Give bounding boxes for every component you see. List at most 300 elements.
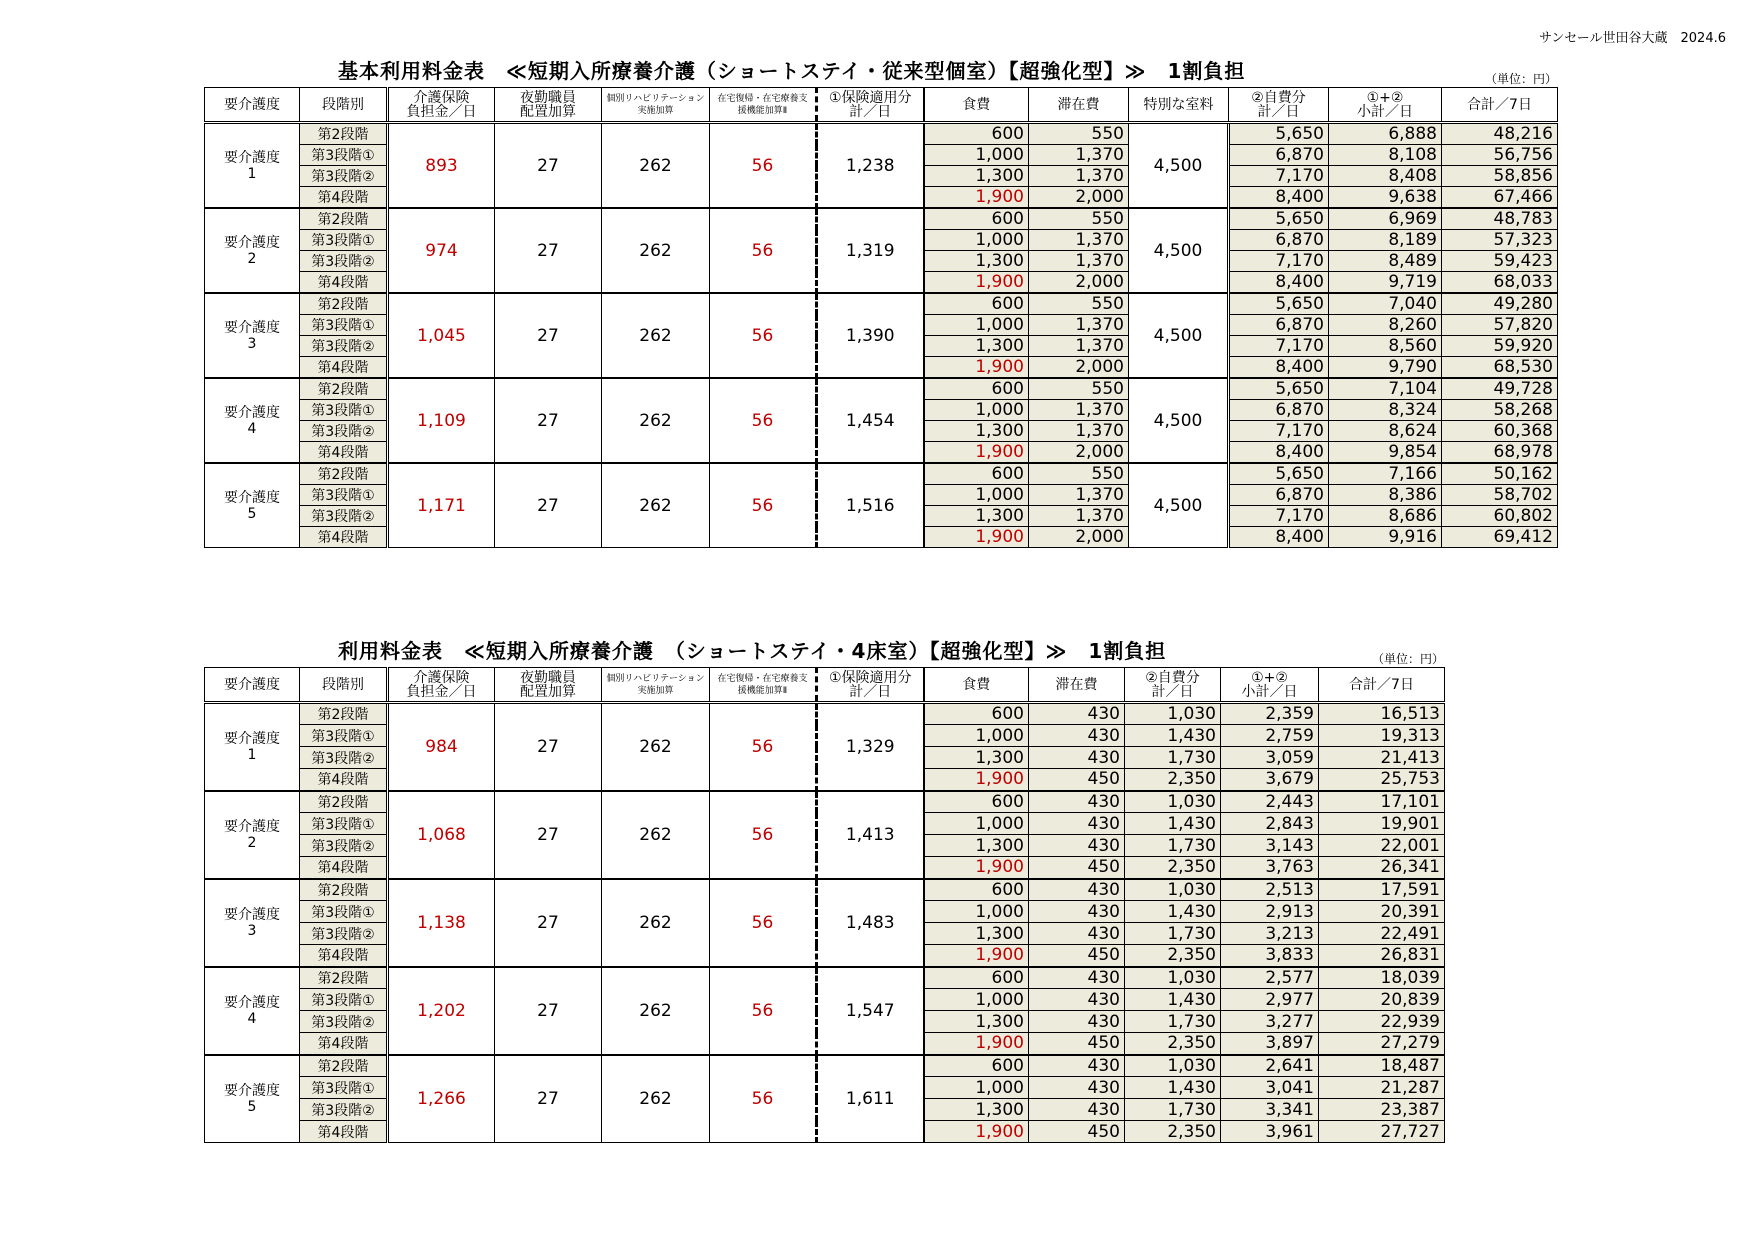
self-pay-cell: 1,730 [1125, 1099, 1221, 1121]
stage-cell: 第3段階② [300, 835, 388, 857]
weekly-total-cell: 69,412 [1442, 527, 1558, 548]
weekly-total-cell: 48,783 [1442, 208, 1558, 230]
weekly-total-cell: 23,387 [1319, 1099, 1445, 1121]
food-cost-cell: 1,000 [924, 315, 1029, 336]
stay-cost-cell: 2,000 [1029, 357, 1129, 379]
weekly-total-cell: 22,491 [1319, 923, 1445, 945]
stay-cost-cell: 450 [1029, 1121, 1125, 1143]
stay-cost-cell: 2,000 [1029, 442, 1129, 464]
stage-cell: 第3段階① [300, 400, 388, 421]
daily-subtotal-cell: 2,913 [1221, 901, 1319, 923]
daily-subtotal-cell: 3,059 [1221, 747, 1319, 769]
care-level-cell: 要介護度 1 [205, 123, 300, 209]
food-cost-cell: 1,300 [924, 923, 1029, 945]
weekly-total-cell: 56,756 [1442, 145, 1558, 166]
food-cost-cell: 1,900 [924, 1121, 1029, 1143]
column-header: 在宅復帰・在宅療養支 援機能加算Ⅱ [710, 668, 817, 703]
home-return-cell: 56 [710, 967, 817, 1055]
daily-subtotal-cell: 2,359 [1221, 703, 1319, 725]
daily-subtotal-cell: 3,763 [1221, 857, 1319, 879]
food-cost-cell: 1,300 [924, 835, 1029, 857]
table1-unit: （単位：円） [1485, 72, 1558, 86]
stay-cost-cell: 430 [1029, 1099, 1125, 1121]
food-cost-cell: 1,000 [924, 1077, 1029, 1099]
insurance-share-cell: 1,109 [388, 378, 495, 463]
self-pay-cell: 1,430 [1125, 725, 1221, 747]
night-staff-cell: 27 [495, 791, 602, 879]
care-level-cell: 要介護度 4 [205, 967, 300, 1055]
insurance-share-cell: 1,138 [388, 879, 495, 967]
column-header: 特別な室料 [1129, 88, 1229, 123]
food-cost-cell: 1,900 [924, 769, 1029, 791]
food-cost-cell: 1,300 [924, 1099, 1029, 1121]
insurance-share-cell: 1,045 [388, 293, 495, 378]
self-pay-cell: 2,350 [1125, 1121, 1221, 1143]
column-header: 滞在費 [1029, 668, 1125, 703]
daily-subtotal-cell: 7,104 [1329, 378, 1442, 400]
daily-subtotal-cell: 3,143 [1221, 835, 1319, 857]
insurance-share-cell: 1,202 [388, 967, 495, 1055]
food-cost-cell: 600 [924, 208, 1029, 230]
stay-cost-cell: 430 [1029, 725, 1125, 747]
special-room-cell: 4,500 [1129, 293, 1229, 378]
self-pay-cell: 1,430 [1125, 901, 1221, 923]
stay-cost-cell: 450 [1029, 1033, 1125, 1055]
care-level-cell: 要介護度 2 [205, 791, 300, 879]
insurance-share-cell: 1,171 [388, 463, 495, 548]
stage-cell: 第3段階① [300, 1077, 388, 1099]
daily-subtotal-cell: 6,969 [1329, 208, 1442, 230]
table1-title: 基本利用料金表 ≪短期入所療養介護（ショートステイ・従来型個室）【超強化型】≫ 1割負担 [338, 59, 1246, 83]
weekly-total-cell: 18,487 [1319, 1055, 1445, 1077]
night-staff-cell: 27 [495, 703, 602, 791]
column-header: 夜勤職員 配置加算 [495, 88, 602, 123]
stage-cell: 第4段階 [300, 1121, 388, 1143]
table2-unit: （単位：円） [1372, 652, 1445, 666]
stay-cost-cell: 1,370 [1029, 145, 1129, 166]
column-header: ①保険適用分 計／日 [817, 668, 924, 703]
rehab-cell: 262 [602, 791, 710, 879]
self-pay-cell: 1,730 [1125, 1011, 1221, 1033]
daily-subtotal-cell: 8,489 [1329, 251, 1442, 272]
stage-cell: 第3段階② [300, 1011, 388, 1033]
food-cost-cell: 1,900 [924, 272, 1029, 294]
self-pay-cell: 2,350 [1125, 769, 1221, 791]
weekly-total-cell: 27,279 [1319, 1033, 1445, 1055]
daily-subtotal-cell: 9,638 [1329, 187, 1442, 209]
food-cost-cell: 1,900 [924, 857, 1029, 879]
weekly-total-cell: 16,513 [1319, 703, 1445, 725]
food-cost-cell: 1,000 [924, 230, 1029, 251]
weekly-total-cell: 25,753 [1319, 769, 1445, 791]
stage-cell: 第2段階 [300, 463, 388, 485]
food-cost-cell: 1,900 [924, 945, 1029, 967]
daily-subtotal-cell: 3,041 [1221, 1077, 1319, 1099]
self-pay-cell: 1,430 [1125, 989, 1221, 1011]
insured-subtotal-cell: 1,547 [817, 967, 924, 1055]
stay-cost-cell: 1,370 [1029, 336, 1129, 357]
self-pay-cell: 8,400 [1229, 527, 1329, 548]
self-pay-cell: 5,650 [1229, 208, 1329, 230]
self-pay-cell: 5,650 [1229, 463, 1329, 485]
food-cost-cell: 600 [924, 967, 1029, 989]
food-cost-cell: 600 [924, 1055, 1029, 1077]
stay-cost-cell: 1,370 [1029, 166, 1129, 187]
home-return-cell: 56 [710, 293, 817, 378]
daily-subtotal-cell: 3,213 [1221, 923, 1319, 945]
home-return-cell: 56 [710, 123, 817, 209]
food-cost-cell: 1,900 [924, 357, 1029, 379]
food-cost-cell: 600 [924, 378, 1029, 400]
daily-subtotal-cell: 8,686 [1329, 506, 1442, 527]
weekly-total-cell: 27,727 [1319, 1121, 1445, 1143]
weekly-total-cell: 26,831 [1319, 945, 1445, 967]
weekly-total-cell: 17,591 [1319, 879, 1445, 901]
stay-cost-cell: 430 [1029, 747, 1125, 769]
self-pay-cell: 6,870 [1229, 485, 1329, 506]
stay-cost-cell: 430 [1029, 923, 1125, 945]
night-staff-cell: 27 [495, 879, 602, 967]
care-level-cell: 要介護度 5 [205, 1055, 300, 1143]
stage-cell: 第4段階 [300, 857, 388, 879]
stage-cell: 第3段階② [300, 421, 388, 442]
stay-cost-cell: 430 [1029, 791, 1125, 813]
self-pay-cell: 6,870 [1229, 315, 1329, 336]
stage-cell: 第3段階① [300, 725, 388, 747]
daily-subtotal-cell: 9,916 [1329, 527, 1442, 548]
stage-cell: 第3段階② [300, 166, 388, 187]
daily-subtotal-cell: 8,189 [1329, 230, 1442, 251]
home-return-cell: 56 [710, 879, 817, 967]
daily-subtotal-cell: 3,277 [1221, 1011, 1319, 1033]
weekly-total-cell: 20,839 [1319, 989, 1445, 1011]
stay-cost-cell: 550 [1029, 123, 1129, 145]
stay-cost-cell: 430 [1029, 813, 1125, 835]
column-header: 滞在費 [1029, 88, 1129, 123]
stage-cell: 第4段階 [300, 187, 388, 209]
food-cost-cell: 1,300 [924, 1011, 1029, 1033]
self-pay-cell: 1,430 [1125, 813, 1221, 835]
column-header: 夜勤職員 配置加算 [495, 668, 602, 703]
food-cost-cell: 600 [924, 463, 1029, 485]
stage-cell: 第4段階 [300, 945, 388, 967]
food-cost-cell: 1,900 [924, 1033, 1029, 1055]
rehab-cell: 262 [602, 293, 710, 378]
column-header: ①+② 小計／日 [1329, 88, 1442, 123]
insurance-share-cell: 984 [388, 703, 495, 791]
self-pay-cell: 5,650 [1229, 293, 1329, 315]
daily-subtotal-cell: 2,513 [1221, 879, 1319, 901]
column-header: ①保険適用分 計／日 [817, 88, 924, 123]
column-header: 要介護度 [205, 88, 300, 123]
daily-subtotal-cell: 8,386 [1329, 485, 1442, 506]
stay-cost-cell: 2,000 [1029, 187, 1129, 209]
stage-cell: 第3段階② [300, 506, 388, 527]
special-room-cell: 4,500 [1129, 463, 1229, 548]
stage-cell: 第3段階① [300, 230, 388, 251]
stay-cost-cell: 2,000 [1029, 272, 1129, 294]
weekly-total-cell: 57,323 [1442, 230, 1558, 251]
food-cost-cell: 1,000 [924, 725, 1029, 747]
home-return-cell: 56 [710, 791, 817, 879]
self-pay-cell: 7,170 [1229, 421, 1329, 442]
stay-cost-cell: 430 [1029, 703, 1125, 725]
stage-cell: 第2段階 [300, 791, 388, 813]
column-header: 個別リハビリテーション 実施加算 [602, 88, 710, 123]
care-level-cell: 要介護度 1 [205, 703, 300, 791]
column-header: ②自費分 計／日 [1125, 668, 1221, 703]
food-cost-cell: 1,000 [924, 901, 1029, 923]
food-cost-cell: 1,000 [924, 145, 1029, 166]
column-header: 合計／7日 [1319, 668, 1445, 703]
home-return-cell: 56 [710, 463, 817, 548]
self-pay-cell: 6,870 [1229, 230, 1329, 251]
insured-subtotal-cell: 1,454 [817, 378, 924, 463]
food-cost-cell: 1,300 [924, 506, 1029, 527]
home-return-cell: 56 [710, 208, 817, 293]
stage-cell: 第3段階② [300, 923, 388, 945]
daily-subtotal-cell: 7,040 [1329, 293, 1442, 315]
stay-cost-cell: 430 [1029, 989, 1125, 1011]
rehab-cell: 262 [602, 123, 710, 209]
food-cost-cell: 1,000 [924, 400, 1029, 421]
special-room-cell: 4,500 [1129, 208, 1229, 293]
daily-subtotal-cell: 8,324 [1329, 400, 1442, 421]
weekly-total-cell: 50,162 [1442, 463, 1558, 485]
rehab-cell: 262 [602, 879, 710, 967]
food-cost-cell: 600 [924, 703, 1029, 725]
weekly-total-cell: 68,033 [1442, 272, 1558, 294]
daily-subtotal-cell: 2,759 [1221, 725, 1319, 747]
weekly-total-cell: 58,856 [1442, 166, 1558, 187]
food-cost-cell: 1,900 [924, 527, 1029, 548]
weekly-total-cell: 17,101 [1319, 791, 1445, 813]
self-pay-cell: 1,030 [1125, 1055, 1221, 1077]
self-pay-cell: 1,430 [1125, 1077, 1221, 1099]
food-cost-cell: 1,000 [924, 989, 1029, 1011]
night-staff-cell: 27 [495, 967, 602, 1055]
daily-subtotal-cell: 9,854 [1329, 442, 1442, 464]
stage-cell: 第2段階 [300, 293, 388, 315]
rehab-cell: 262 [602, 378, 710, 463]
insured-subtotal-cell: 1,329 [817, 703, 924, 791]
daily-subtotal-cell: 8,108 [1329, 145, 1442, 166]
insured-subtotal-cell: 1,413 [817, 791, 924, 879]
stage-cell: 第3段階② [300, 747, 388, 769]
home-return-cell: 56 [710, 1055, 817, 1143]
food-cost-cell: 1,300 [924, 747, 1029, 769]
column-header: 段階別 [300, 668, 388, 703]
stay-cost-cell: 550 [1029, 293, 1129, 315]
stay-cost-cell: 2,000 [1029, 527, 1129, 548]
daily-subtotal-cell: 8,560 [1329, 336, 1442, 357]
stay-cost-cell: 450 [1029, 945, 1125, 967]
daily-subtotal-cell: 7,166 [1329, 463, 1442, 485]
column-header: 段階別 [300, 88, 388, 123]
stay-cost-cell: 430 [1029, 835, 1125, 857]
self-pay-cell: 1,730 [1125, 747, 1221, 769]
rehab-cell: 262 [602, 463, 710, 548]
daily-subtotal-cell: 8,408 [1329, 166, 1442, 187]
daily-subtotal-cell: 9,790 [1329, 357, 1442, 379]
stage-cell: 第2段階 [300, 703, 388, 725]
self-pay-cell: 6,870 [1229, 400, 1329, 421]
self-pay-cell: 2,350 [1125, 945, 1221, 967]
column-header: 食費 [924, 668, 1029, 703]
stay-cost-cell: 1,370 [1029, 315, 1129, 336]
care-level-cell: 要介護度 4 [205, 378, 300, 463]
stage-cell: 第4段階 [300, 357, 388, 379]
weekly-total-cell: 68,530 [1442, 357, 1558, 379]
weekly-total-cell: 58,702 [1442, 485, 1558, 506]
stage-cell: 第2段階 [300, 1055, 388, 1077]
self-pay-cell: 1,030 [1125, 703, 1221, 725]
self-pay-cell: 1,030 [1125, 967, 1221, 989]
table2-title: 利用料金表 ≪短期入所療養介護 （ショートステイ・4床室）【超強化型】≫ 1割負担 [338, 639, 1167, 663]
self-pay-cell: 7,170 [1229, 336, 1329, 357]
daily-subtotal-cell: 6,888 [1329, 123, 1442, 145]
weekly-total-cell: 67,466 [1442, 187, 1558, 209]
daily-subtotal-cell: 2,577 [1221, 967, 1319, 989]
stage-cell: 第3段階② [300, 1099, 388, 1121]
rehab-cell: 262 [602, 703, 710, 791]
daily-subtotal-cell: 2,977 [1221, 989, 1319, 1011]
night-staff-cell: 27 [495, 293, 602, 378]
weekly-total-cell: 18,039 [1319, 967, 1445, 989]
stay-cost-cell: 550 [1029, 463, 1129, 485]
column-header: ②自費分 計／日 [1229, 88, 1329, 123]
stay-cost-cell: 1,370 [1029, 506, 1129, 527]
self-pay-cell: 7,170 [1229, 506, 1329, 527]
org-label: サンセール世田谷大蔵 2024.6 [1538, 31, 1726, 46]
weekly-total-cell: 19,901 [1319, 813, 1445, 835]
daily-subtotal-cell: 3,833 [1221, 945, 1319, 967]
daily-subtotal-cell: 9,719 [1329, 272, 1442, 294]
stage-cell: 第3段階② [300, 251, 388, 272]
column-header: 食費 [924, 88, 1029, 123]
rehab-cell: 262 [602, 1055, 710, 1143]
stay-cost-cell: 450 [1029, 857, 1125, 879]
rehab-cell: 262 [602, 208, 710, 293]
home-return-cell: 56 [710, 703, 817, 791]
insurance-share-cell: 893 [388, 123, 495, 209]
insured-subtotal-cell: 1,390 [817, 293, 924, 378]
stage-cell: 第3段階① [300, 315, 388, 336]
stay-cost-cell: 1,370 [1029, 251, 1129, 272]
food-cost-cell: 1,300 [924, 251, 1029, 272]
stay-cost-cell: 430 [1029, 1055, 1125, 1077]
column-header: 合計／7日 [1442, 88, 1558, 123]
food-cost-cell: 1,000 [924, 813, 1029, 835]
food-cost-cell: 600 [924, 791, 1029, 813]
food-cost-cell: 1,000 [924, 485, 1029, 506]
column-header: 介護保険 負担金／日 [388, 668, 495, 703]
stay-cost-cell: 430 [1029, 901, 1125, 923]
stage-cell: 第4段階 [300, 527, 388, 548]
stay-cost-cell: 550 [1029, 208, 1129, 230]
daily-subtotal-cell: 8,260 [1329, 315, 1442, 336]
self-pay-cell: 2,350 [1125, 1033, 1221, 1055]
weekly-total-cell: 21,287 [1319, 1077, 1445, 1099]
special-room-cell: 4,500 [1129, 378, 1229, 463]
daily-subtotal-cell: 3,961 [1221, 1121, 1319, 1143]
food-cost-cell: 1,900 [924, 442, 1029, 464]
self-pay-cell: 5,650 [1229, 123, 1329, 145]
daily-subtotal-cell: 8,624 [1329, 421, 1442, 442]
night-staff-cell: 27 [495, 378, 602, 463]
self-pay-cell: 1,730 [1125, 923, 1221, 945]
food-cost-cell: 600 [924, 879, 1029, 901]
weekly-total-cell: 22,939 [1319, 1011, 1445, 1033]
stage-cell: 第4段階 [300, 1033, 388, 1055]
self-pay-cell: 8,400 [1229, 187, 1329, 209]
stage-cell: 第2段階 [300, 967, 388, 989]
column-header: 個別リハビリテーション 実施加算 [602, 668, 710, 703]
column-header: 在宅復帰・在宅療養支 援機能加算Ⅱ [710, 88, 817, 123]
stage-cell: 第2段階 [300, 879, 388, 901]
stay-cost-cell: 450 [1029, 769, 1125, 791]
night-staff-cell: 27 [495, 123, 602, 209]
weekly-total-cell: 68,978 [1442, 442, 1558, 464]
stay-cost-cell: 550 [1029, 378, 1129, 400]
self-pay-cell: 5,650 [1229, 378, 1329, 400]
care-level-cell: 要介護度 2 [205, 208, 300, 293]
daily-subtotal-cell: 2,443 [1221, 791, 1319, 813]
special-room-cell: 4,500 [1129, 123, 1229, 209]
insurance-share-cell: 974 [388, 208, 495, 293]
stage-cell: 第4段階 [300, 769, 388, 791]
stage-cell: 第2段階 [300, 378, 388, 400]
weekly-total-cell: 60,368 [1442, 421, 1558, 442]
stay-cost-cell: 430 [1029, 1011, 1125, 1033]
weekly-total-cell: 58,268 [1442, 400, 1558, 421]
insured-subtotal-cell: 1,611 [817, 1055, 924, 1143]
food-cost-cell: 600 [924, 293, 1029, 315]
stage-cell: 第3段階① [300, 485, 388, 506]
care-level-cell: 要介護度 3 [205, 293, 300, 378]
self-pay-cell: 8,400 [1229, 272, 1329, 294]
weekly-total-cell: 59,423 [1442, 251, 1558, 272]
column-header: 要介護度 [205, 668, 300, 703]
weekly-total-cell: 59,920 [1442, 336, 1558, 357]
daily-subtotal-cell: 3,897 [1221, 1033, 1319, 1055]
daily-subtotal-cell: 2,843 [1221, 813, 1319, 835]
weekly-total-cell: 22,001 [1319, 835, 1445, 857]
daily-subtotal-cell: 2,641 [1221, 1055, 1319, 1077]
weekly-total-cell: 21,413 [1319, 747, 1445, 769]
stay-cost-cell: 1,370 [1029, 230, 1129, 251]
insured-subtotal-cell: 1,238 [817, 123, 924, 209]
care-level-cell: 要介護度 5 [205, 463, 300, 548]
food-cost-cell: 1,300 [924, 421, 1029, 442]
care-level-cell: 要介護度 3 [205, 879, 300, 967]
self-pay-cell: 1,030 [1125, 879, 1221, 901]
home-return-cell: 56 [710, 378, 817, 463]
weekly-total-cell: 49,280 [1442, 293, 1558, 315]
self-pay-cell: 1,730 [1125, 835, 1221, 857]
stay-cost-cell: 1,370 [1029, 400, 1129, 421]
stage-cell: 第2段階 [300, 123, 388, 145]
weekly-total-cell: 57,820 [1442, 315, 1558, 336]
daily-subtotal-cell: 3,679 [1221, 769, 1319, 791]
daily-subtotal-cell: 3,341 [1221, 1099, 1319, 1121]
night-staff-cell: 27 [495, 463, 602, 548]
stage-cell: 第3段階① [300, 813, 388, 835]
self-pay-cell: 2,350 [1125, 857, 1221, 879]
insured-subtotal-cell: 1,483 [817, 879, 924, 967]
self-pay-cell: 1,030 [1125, 791, 1221, 813]
insurance-share-cell: 1,068 [388, 791, 495, 879]
